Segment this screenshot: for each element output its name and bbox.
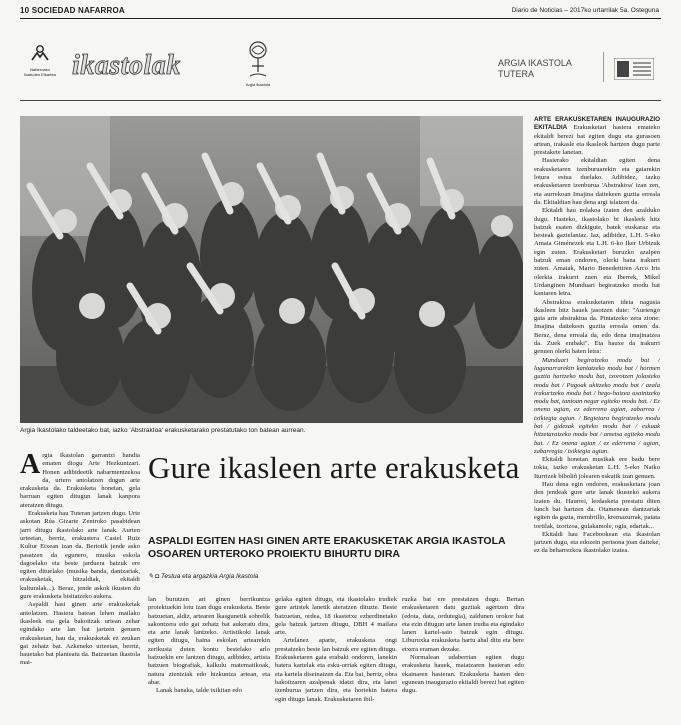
article-headline: Gure ikasleen arte erakusketa [148, 450, 520, 485]
group-photo [20, 116, 523, 423]
sidebar-column [534, 116, 660, 722]
header-rule [20, 18, 661, 19]
masthead-rule [20, 100, 661, 101]
sidebar-poem: Munduari begiratzeko modu bat / lagunarrarekin kantatzeko modu bat / hormen guztia hartzeko modu bat, txorotzen jolasteko modu bat / Pagoak ukitzeko modu bat / azala irakurtzeko modu bat / hego-haizea usaintzeko modu bat, tantoan negar egiteko modu bat. / Ez onena agian, ez ederrena agian, zabarrea / txikiegia agian. / Begietara begiratzeko modu bat / gidezak egiteko modu bat / eskuak hitzetaratzeko modu bat / ametsa egiteko modu bat. / Ez onena agian / ez ederrena / agian, zabarregia / txikiegia agian. [534, 356, 660, 455]
article-paragraph: Normalean udaberrian egiten dugu erakusketa hauek, maiatzaren hasieran edo ekainaren hasieran. Erakusketa hasten den egunean inaugurazio ekitaldi berezi bat egiten dugu. [402, 654, 524, 695]
ikastolak-logo [24, 42, 56, 82]
article-paragraph: lan burutzen ari ginen berrikuntza proiektuekin lotu izan dugu erakusketa. Beste batzuetan, aldiz, artearen lkasgunetik sobrelik sakontzera edo gai zehatz bat aukeratu dira, eta arte lanak lantzeko. Artistikoki lanak egiten ditugu, baina eskolan artearekin zerikusia duten kontu bestelako arlo batzuekin ere lantzen ditugu, adibidez, artista batzuen biografiak, kalkulu matematikoak, natura zientziak edo hizkuntza artean, eta abar. [148, 596, 270, 686]
article-paragraph: Artelanez aparte, erakusketa ongi prestatzeko beste lan batzuk ere egiten ditugu. Erakusketaren gaia erabaki ondoren, lanekin batera kartelak eta esku-orriak egiten ditugu, eta kartela diseinatzen da. Eta bai, berriz, obra bakoitzaren azalpenak idatzi dira, eta lanei izenburua jartzen dira, eta horiekin batera egin ditugu lanak. Erakusketaren ibil- [275, 637, 397, 703]
page-header-dateline: Diario de Noticias – 2017ko urtarrilak 5a. Osteguna [511, 7, 659, 14]
section-title: ikastolak [72, 50, 181, 81]
logo-caption: Nafarroako Ikastolen Elkartea [24, 67, 56, 77]
article-paragraph: gelaka egiten ditugu, eta ikastolako irudiek gure artistek lanetik ateratzen dituzte. Beste batzuetan, ordea, 18 ikastetxe ezberdinetako gela batzuk jartzen ditugu, DBH 4 mailara arte. [275, 596, 397, 637]
header-divider [603, 52, 604, 82]
article-column-1 [20, 452, 140, 722]
sidebar-paragraph: Ekitaldi hau nolakoa izaten den azalduko dugu. Hasteko, ikastolako bi ikasleek hitz batzuk esaten dizkigute, batek euskaraz eta besteak gaztelaniaz. Iaz, adibidez, L.H. 5-eko Amaia Giménezek eta L.H. 6-ko Iker Urbizuk egin zuten. Erakusketari buruzko azalpen batzuk eman ondoren, olerki bana irakurri zuten. Amaiak, Mario Benedettiren Arco Iris olerkia irakurri zuen eta Iberrek, Mikel Urdanginen Munduari begiratzeko modu bat kantaren letra. [534, 207, 660, 298]
sidebar-paragraph: Ekitaldi honetan musikak ere badu bere tokia, iazko erakusketan L.H. 5-eko Naiko Iturrizek biboliñ jolearen eskutik izan genuen. [534, 456, 660, 480]
article-column-2 [148, 596, 270, 722]
sidebar-paragraph: ARTE ERAKUSKETAREN INAUGURAZIO EKITALDIA Erakusketari hasiera emateko ekitaldi berezi bat egiten dugu eta gurasoen artean, irakasle eta ikasleok hartzen dugu parte prestakete lanetan. [534, 116, 660, 157]
article-paragraph: Aspaldi hasi ginen arte erakusketak antolatzen. Hasiera batean lehen mailako ikasleek eta gela bakoitzak urtean zehar egindako arte lan bat jartzen genuen erakusketan, hau da, erakusketak ez zeukan gai zehatz bat. Azkeneko urteetan, berriz, hauetako bat planteatu da. Batzuetan ikastola mai- [20, 601, 140, 667]
badge-caption: Argia Ikastola [245, 82, 271, 87]
sidebar-paragraph: Ekitaldi hau Facebookean eta ikastolan jartzen dugu, eta edozein pertsona joan daiteke, ez da beharrezkoa ikastolako izatea. [534, 530, 660, 555]
article-paragraph: Erakusketa hau Tuteran jartzen dugu. Urte askotan Rúa Gizarte Zentroko pasabidean jarri ditugu ikastolako arte lanak. Aurten urteetan, berriz, erakustera Castel Ruiz Kultur Etxean izan da. Bertotik jende asko pasatzen da egunero, musika eskola dagoelako eta beste jarduera batzuk ere egiten dituelako (musika banda, dantzariak, erakusketak, hitzaldiak, ekitaldi kulturalak...). Beraz, jende askok ikusten du gure erakusketa bisitatzeko aukera. [20, 510, 140, 601]
school-badge-icon [244, 38, 272, 86]
drop-cap: A [20, 452, 41, 480]
page-header-section: 10 SOCIEDAD NAFARROA [20, 6, 125, 15]
sidebar-paragraph: Hasierako ekitaldian egiten dena erakusketaren izenburuarekin eta gaiarekin lotura estua duelako. Adibidez, iazko erakusketaren izenburua 'Abstraktoa' izan zen, eta aurrekoan Imajina daitekeen guztia erreala da. Ekitaldian hau dena argi islatzen da. [534, 157, 660, 206]
location-line-1: ARGIA IKASTOLA [498, 58, 572, 68]
article-paragraph: Lanak banaka, talde txikitan edo [156, 687, 242, 695]
camera-icon: ✎ ◘ [148, 573, 161, 580]
sidebar-paragraph: Hau dena egin ondoren, erakusketara joan den jendeak gure arte lanak ikusteko aukera izaten du. Haurrei, lerdasketa prestatu diten lunch bat hartzen da. Otamenean dantzariak egiten da gazta, membrillo, kremazurrak, patata tortilak, tzorizoa, gulakamole, ogia, edariak... [534, 481, 660, 530]
article-column-4 [402, 596, 524, 722]
article-subhead: ASPALDI EGITEN HASI GINEN ARTE ERAKUSKETAK ARGIA IKASTOLA OSOAREN URTEROKO PROIEKTU BIHURTU DIRA [148, 535, 506, 560]
sidebar-paragraph: Abstraktoa erakusketaren ideia nagusia ikasleen hitz hauek jasotzen dute: "Aurtengo gaia arte abstraktua da. Pintatzeko zera zione: Imajina daitekeen guztia erreala omen da. Beraz, dena erreala da, edo dena imajinatzea da. Zuek erabaki". Eta hauxe da irakurri genuen olerki baten letra: [534, 298, 660, 356]
article-byline: ✎ ◘ Testua eta argazkia Argia Ikastola [148, 573, 259, 580]
sidebar-lead: ARTE ERAKUSKETAREN INAUGURAZIO EKITALDIA [534, 116, 660, 132]
logo-mark-icon [30, 44, 50, 62]
barcode-icon [614, 58, 654, 80]
article-paragraph: Argia Ikastolan garrantzi handia ematen diogu Arte Hezkuntzari. Honen adibideetik nabarmentzekoa da, urtero antolatzen dugun arte erakusketa da. Erakusketa honetan, gela barruan egiten ditugun lanak kanpora ateratzen ditugu. [20, 452, 140, 509]
article-column-3 [275, 596, 397, 722]
school-location [498, 58, 572, 80]
location-line-2: TUTERA [498, 69, 534, 79]
article-paragraph: ruzka bat ere prestatzen dugu. Bertan erakusketaren datu guztiak agertzen dira (edota, data, ordutegia), zaldunen orokor bat eta ezin ditugun arte lanen irudia eta egindako lanen kartel-saio batzuk egin ditugu. Liburuxka erakusketa hartu ahal ditu eta bere etxera eraman dezake. [402, 596, 524, 653]
photo-caption: Argia Ikastolako taldeetako bat, iazko 'Abstraktoa' erakusketarako prestatutako ton batean aurrean. [20, 427, 306, 434]
